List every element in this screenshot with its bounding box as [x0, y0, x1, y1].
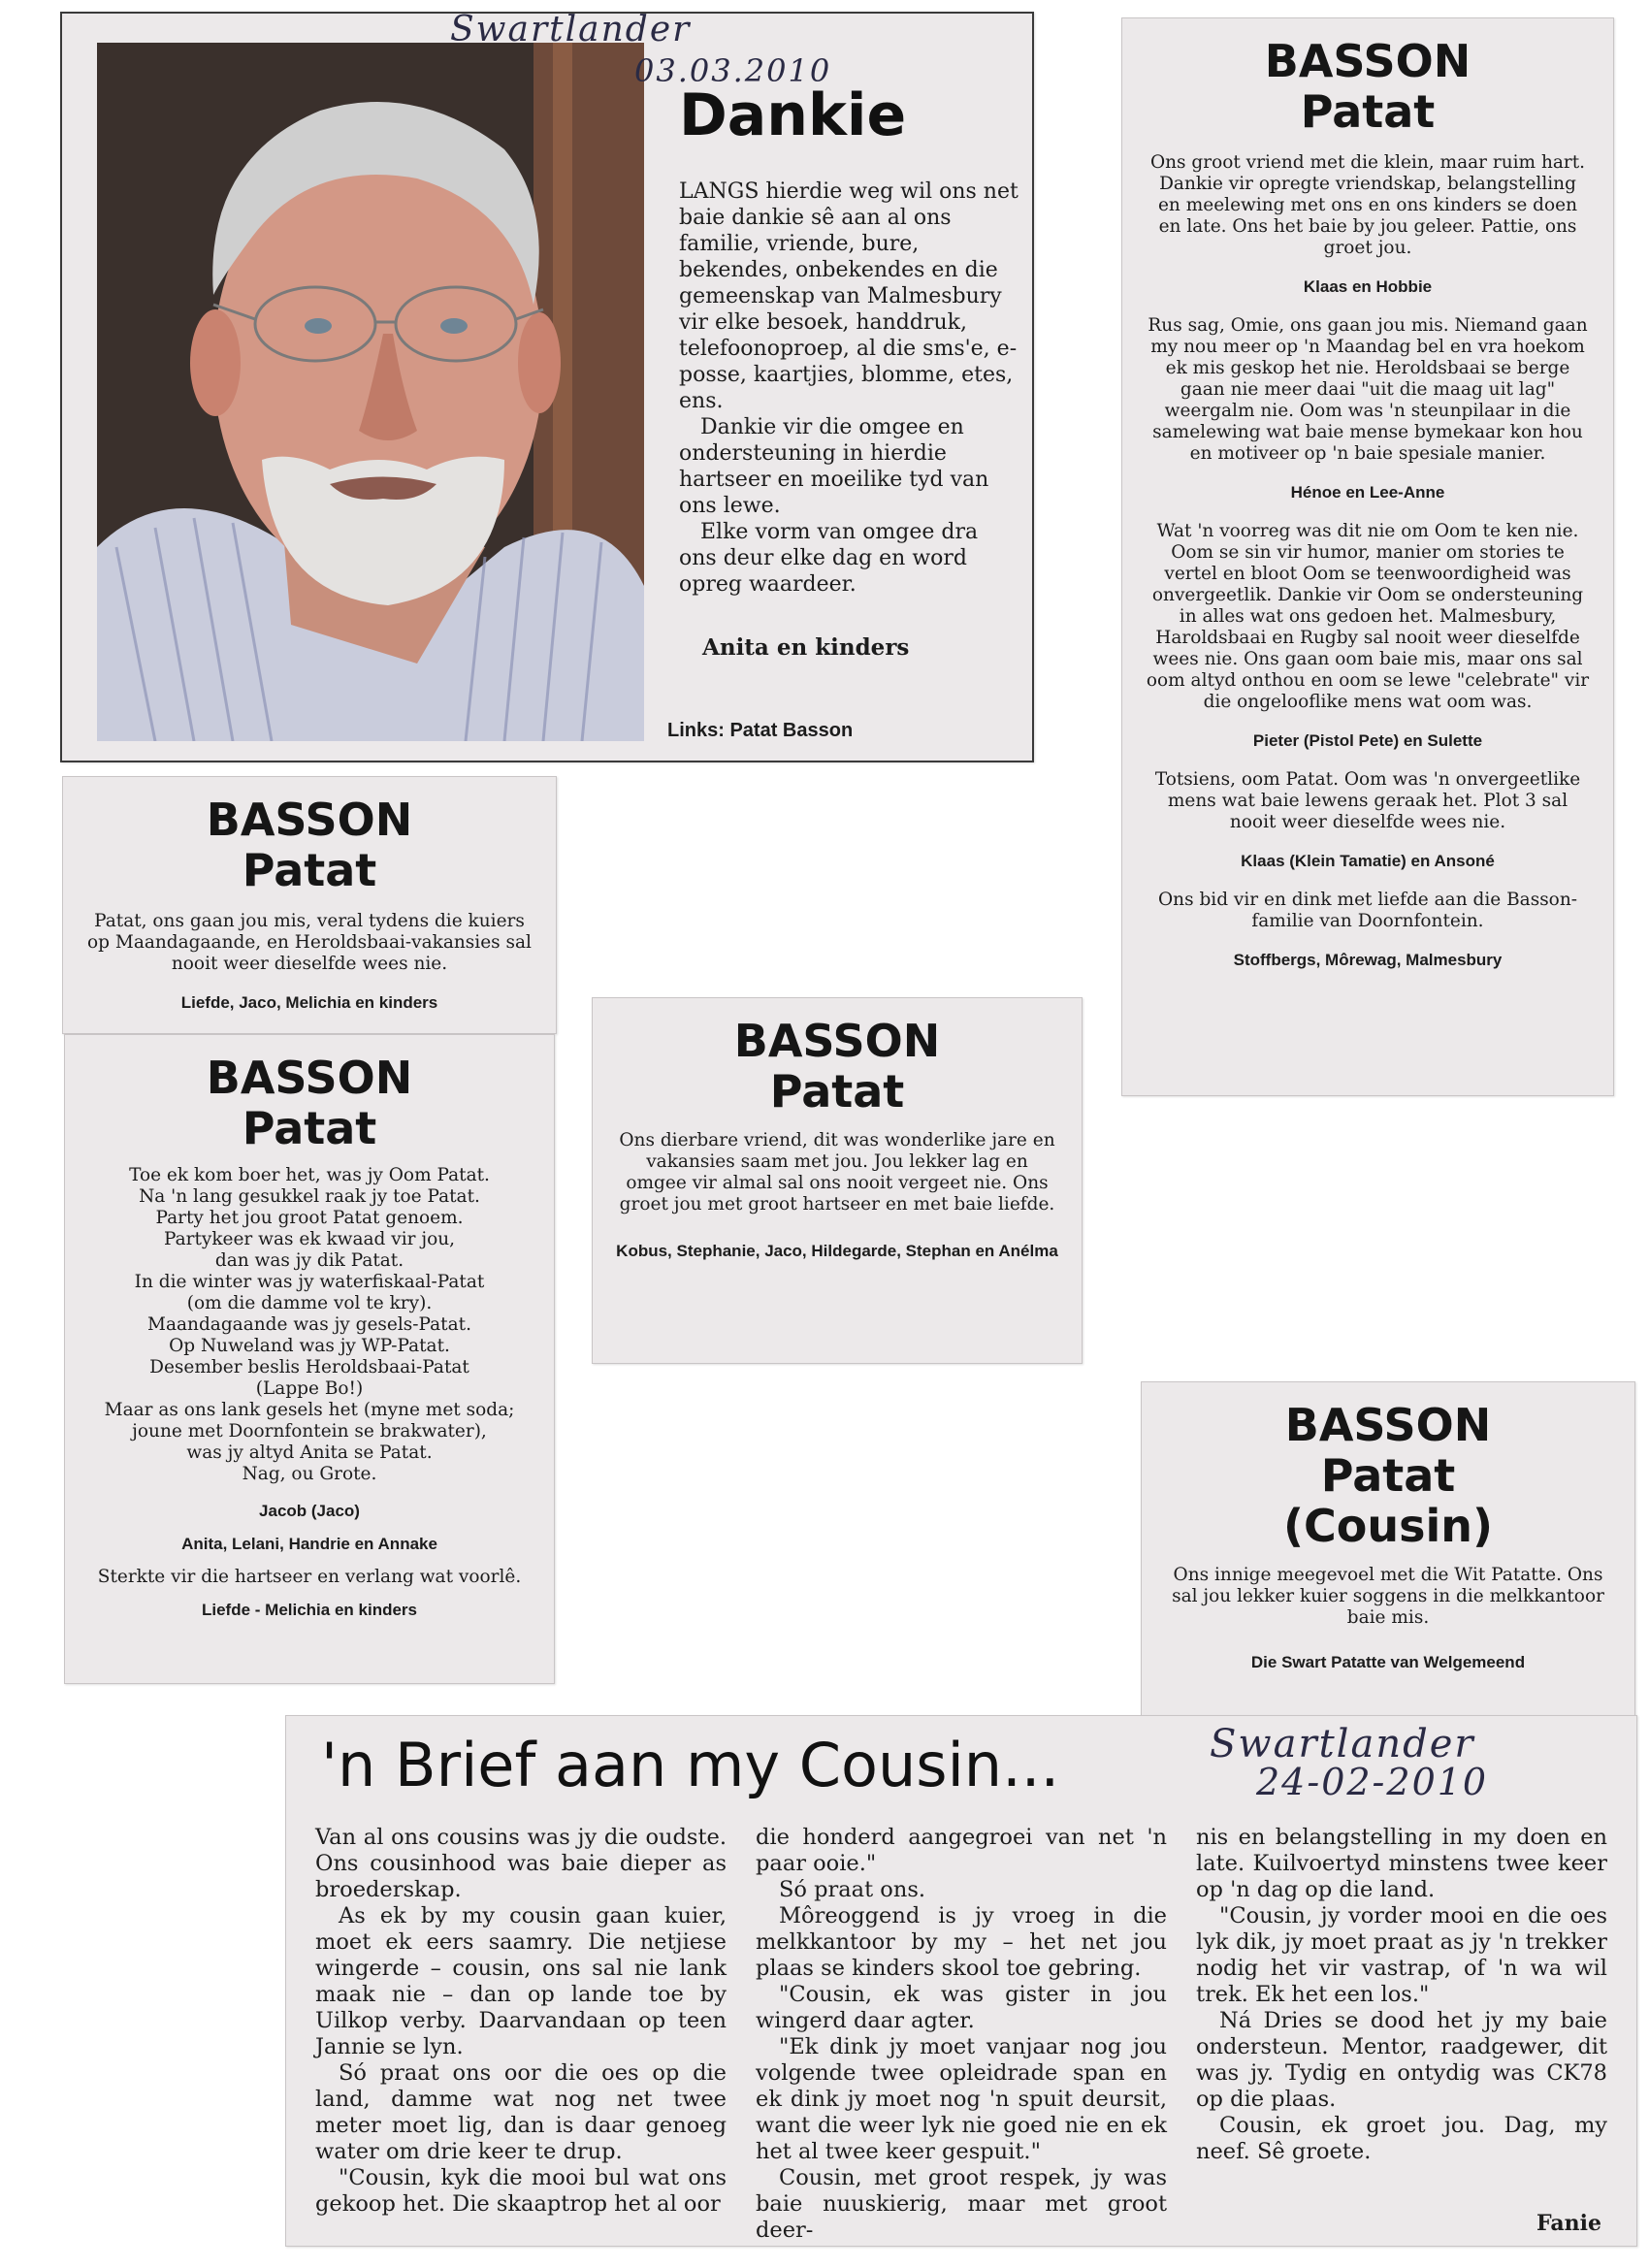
brief-paragraph: die honderd aangegroei van net 'n paar ooie." [756, 1825, 1167, 1876]
notice-left-top [62, 776, 557, 1034]
notice-middle [592, 997, 1083, 1364]
notice-from: Die Swart Patatte van Welgemeend [1250, 1653, 1526, 1671]
notice-message: Ons bid vir en dink met liefde aan die Basson-familie van Doornfontein. [1157, 890, 1577, 931]
brief-paragraph: "Ek dink jy moet vanjaar nog jou volgende twee opleidrade span en ek dink jy moet nog 'n spuit deursit, want die weer lyk nie goed nie en ek het al twee keer gespuit." [756, 2034, 1167, 2164]
dankie-paragraph: Dankie vir die omgee en ondersteuning in hierdie hartseer en moeilike tyd van ons lewe. [679, 415, 989, 518]
notice-name: Patat [242, 1102, 377, 1154]
poem-line: (Lappe Bo!) [255, 1378, 364, 1399]
notice-message: Wat 'n voorreg was dit nie om Oom te ken nie. Oom se sin vir humor, manier om stories te vertel en bloot Oom se teenwoordigheid was onvergeetlik. Dankie vir Oom se ondersteuning in alles wat ons gedoen het. Malmesbury, Haroldsbaai en Rugby sal nooit weer dieselfde wees nie. Ons gaan oom baie mis, maar ons sal oom altyd onthou en oom se lewe "celebrate" vir die ongelooflike mens wat oom was. [1146, 521, 1590, 712]
notice-from: Stoffbergs, Môrewag, Malmesbury [1233, 951, 1503, 969]
poem-line: In die winter was jy waterfiskaal-Patat [134, 1272, 485, 1292]
dankie-paragraph: Elke vorm van omgee dra ons deur elke dag en word opreg waardeer. [679, 520, 979, 597]
notice-message: Rus sag, Omie, ons gaan jou mis. Niemand gaan my nou meer op 'n Maandag bel en vra hoekom ek mis geskop het nie. Heroldsbaai se berge gaan nie meer daai "uit die maag uit lag" weergalm nie. Oom was 'n steunpilaar in die samelewing wat baie mense bymekaar kon hou en motiveer op 'n baie spesiale manier. [1148, 315, 1588, 464]
notice-from: Liefde, Jaco, Melichia en kinders [180, 993, 438, 1012]
brief-paragraph: "Cousin, ek was gister in jou wingerd daar agter. [756, 1982, 1167, 2033]
brief-paragraph: Van al ons cousins was jy die oudste. Ons cousinhood was baie dieper as broederskap. [315, 1825, 727, 1902]
dankie-clipping [60, 12, 1034, 762]
brief-title: 'n Brief aan my Cousin... [321, 1730, 1060, 1800]
notice-message: Totsiens, oom Patat. Oom was 'n onvergeetlike mens wat baie lewens geraak het. Plot 3 sal nooit weer dieselfde wees nie. [1154, 769, 1581, 832]
notice-subtitle: (Cousin) [1282, 1500, 1494, 1552]
brief-paragraph: Cousin, ek groet jou. Dag, my neef. Sê groete. [1196, 2113, 1607, 2164]
brief-paragraph: "Cousin, jy vorder mooi en die oes lyk dik, jy moet praat as jy 'n trekker nodig het vir vastrap, of 'n wa wil trek. Ek het een los." [1196, 1903, 1607, 2007]
dankie-body [679, 178, 1018, 598]
brief-paragraph: As ek by my cousin gaan kuier, moet ek eers saamry. Die netjiese wingerde – cousin, ons sal nie lank maak nie – dan op lande toe by Uilkop verby. Daarvandaan op teen Jannie se lyn. [315, 1903, 727, 2059]
notice-from: Liefde - Melichia en kinders [201, 1601, 417, 1619]
brief-paragraph: Cousin, met groot respek, jy was baie nuuskierig, maar met groot deer- [756, 2165, 1167, 2243]
notice-cousin [1141, 1381, 1635, 1721]
poem-line: Maandagaande was jy gesels-Patat. [147, 1314, 471, 1335]
notice-left-bottom [64, 1034, 555, 1684]
poem-line: (om die damme vol te kry). [186, 1293, 433, 1313]
notice-from: Jacob (Jaco) [259, 1502, 360, 1520]
photo-caption: Links: Patat Basson [667, 720, 854, 741]
notice-right [1121, 17, 1614, 1096]
poem-line: Na 'n lang gesukkel raak jy toe Patat. [139, 1186, 480, 1207]
brief-paragraph: Só praat ons oor die oes op die land, damme wat nog net twee meter moet lig, dan is daar genoeg water om drie keer te drup. [315, 2060, 727, 2164]
portrait-photo [97, 43, 644, 741]
dankie-title: Dankie [679, 81, 907, 149]
notice-from: Kobus, Stephanie, Jaco, Hildegarde, Stephan en Anélma [616, 1242, 1058, 1260]
poem-line: dan was jy dik Patat. [214, 1250, 404, 1271]
dankie-signature: Anita en kinders [702, 634, 910, 661]
notice-message: Ons dierbare vriend, dit was wonderlike jare en vakansies saam met jou. Jou lekker lag en omgee vir almal sal ons nooit vergeet nie. Ons groet jou met groot hartseer en met baie liefde. [619, 1130, 1055, 1215]
poem-line: Partykeer was ek kwaad vir jou, [163, 1229, 456, 1249]
brief-paragraph: "Cousin, kyk die mooi bul wat ons gekoop het. Die skaaptrop het al oor [315, 2165, 727, 2217]
notice-name: Patat [769, 1065, 905, 1118]
brief-paragraph: Só praat ons. [779, 1877, 926, 1902]
notice-message: Ons groot vriend met die klein, maar ruim hart. Dankie vir opregte vriendskap, belangstelling en meelewing met ons en ons kinders se doen en late. Ons het baie by jou geleer. Pattie, ons groet jou. [1149, 152, 1586, 258]
notice-message: Ons innige meegevoel met die Wit Patatte. Ons sal jou lekker kuier soggens in die melkkantoor baie mis. [1172, 1565, 1604, 1628]
notice-surname: BASSON [1264, 35, 1471, 87]
poem-line: Desember beslis Heroldsbaai-Patat [149, 1357, 469, 1377]
notice-from: Klaas en Hobbie [1303, 277, 1433, 296]
brief-column-2 [756, 1825, 1167, 2244]
brief-paragraph: Ná Dries se dood het jy my baie ondersteun. Mentor, raadgewer, dit was jy. Tydig en ontydig was CK78 op die plaas. [1196, 2008, 1607, 2112]
poem-line: Maar as ons lank gesels het (myne met soda; [104, 1400, 515, 1420]
notice-surname: BASSON [206, 794, 413, 846]
notice-from: Klaas (Klein Tamatie) en Ansoné [1241, 852, 1495, 870]
poem-line: Party het jou groot Patat genoem. [155, 1208, 464, 1228]
notice-message: Sterkte vir die hartseer en verlang wat voorlê. [97, 1567, 522, 1587]
notice-from: Hénoe en Lee-Anne [1290, 483, 1445, 502]
poem-line: Toe ek kom boer het, was jy Oom Patat. [129, 1165, 490, 1185]
brief-signature: Fanie [1536, 2211, 1601, 2236]
notice-from: Anita, Lelani, Handrie en Annake [181, 1535, 437, 1553]
dankie-paragraph: LANGS hierdie weg wil ons net baie dankie sê aan al ons familie, vriende, bure, bekendes, onbekendes en die gemeenskap van Malmesbury vir elke besoek, handdruk, telefoonoproep, al die sms'e, e-posse, kaartjies, blomme, etes, ens. [679, 179, 1018, 413]
notice-surname: BASSON [206, 1052, 413, 1104]
poem-line: was jy altyd Anita se Patat. [186, 1442, 433, 1463]
brief-paragraph: Môreoggend is jy vroeg in die melkkantoor by my – het net jou plaas se kinders skool toe gebring. [756, 1903, 1167, 1981]
poem-line: Op Nuweland was jy WP-Patat. [169, 1336, 450, 1356]
notice-name: Patat [1300, 85, 1436, 138]
poem-line: joune met Doornfontein se brakwater), [132, 1421, 487, 1442]
notice-name: Patat [1320, 1449, 1456, 1502]
brief-column-3 [1196, 1825, 1607, 2165]
brief-clipping [285, 1715, 1637, 2247]
handwritten-paper-name: Swartlander [1210, 1722, 1475, 1766]
handwritten-date: 03.03.2010 [634, 52, 832, 89]
notice-surname: BASSON [1284, 1399, 1492, 1451]
notice-surname: BASSON [733, 1015, 941, 1067]
handwritten-date: 24-02-2010 [1256, 1761, 1489, 1803]
notice-from: Pieter (Pistol Pete) en Sulette [1252, 731, 1483, 750]
brief-paragraph: nis en belangstelling in my doen en late. Kuilvoertyd minstens twee keer op 'n dag op die land. [1196, 1825, 1607, 1902]
notice-message: Patat, ons gaan jou mis, veral tydens die kuiers op Maandagaande, en Heroldsbaai-vakansies sal nooit weer dieselfde wees nie. [87, 911, 532, 974]
poem-line: Nag, ou Grote. [242, 1464, 377, 1484]
notice-name: Patat [242, 844, 377, 896]
brief-column-1 [315, 1825, 727, 2218]
portrait-illustration [97, 43, 644, 741]
handwritten-paper-name: Swartlander [450, 12, 692, 49]
